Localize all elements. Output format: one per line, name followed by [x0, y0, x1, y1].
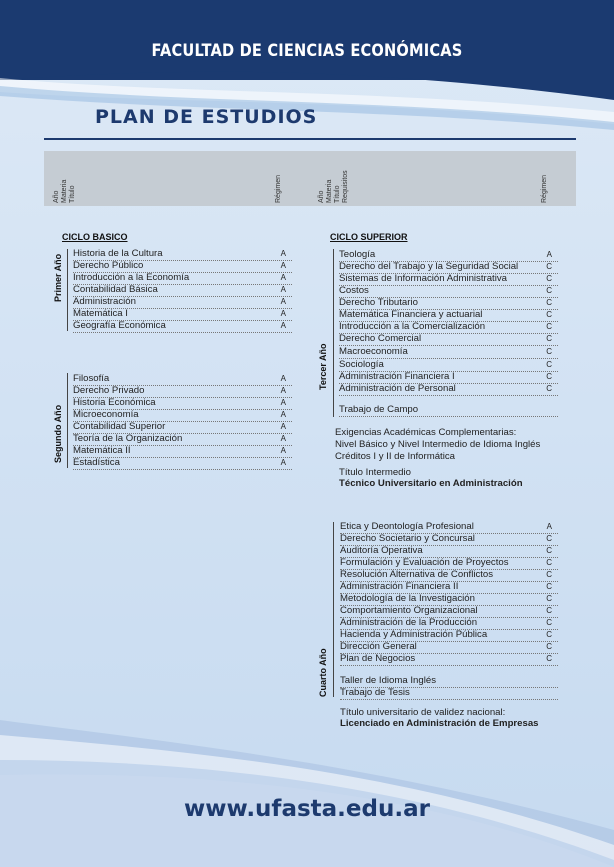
header-right-regimen: Régimen	[541, 174, 548, 203]
materia: Macroeconomía	[339, 346, 408, 357]
materia: Sistemas de Información Administrativa	[339, 273, 507, 284]
regimen: C	[546, 594, 552, 603]
header-left-regimen: Régimen	[275, 174, 282, 203]
materia: Microeconomía	[73, 409, 139, 420]
header-right-materia: Materia	[326, 179, 333, 203]
regimen: C	[546, 582, 552, 591]
materia: Derecho Público	[73, 260, 144, 271]
regimen: A	[280, 458, 286, 467]
header-left-titulo: Título	[69, 185, 76, 203]
regimen: A	[280, 309, 286, 318]
materia: Teoría de la Organización	[73, 433, 183, 444]
trabajo-de-campo: Trabajo de Campo	[339, 404, 419, 415]
materia: Resolución Alternativa de Conflictos	[340, 569, 494, 580]
materia: Costos	[339, 285, 369, 296]
titulo-final-value: Licenciado en Administración de Empresas	[340, 718, 539, 729]
table-row	[339, 404, 558, 417]
regimen: C	[546, 360, 552, 369]
table-header-bar	[44, 151, 576, 206]
regimen: C	[546, 298, 552, 307]
titulo-intermedio-value: Técnico Universitario en Administración	[339, 478, 523, 489]
materia: Matemática II	[73, 445, 131, 456]
website-url: www.ufasta.edu.ar	[184, 796, 430, 822]
materia: Introducción a la Economía	[73, 272, 190, 283]
regimen: A	[280, 446, 286, 455]
table-row	[340, 687, 558, 700]
table-row	[73, 320, 292, 333]
regimen: C	[546, 286, 552, 295]
materia: Auditoría Operativa	[340, 545, 423, 556]
materia: Matemática Financiera y actuarial	[339, 309, 483, 320]
regimen: A	[280, 422, 286, 431]
table-row	[339, 383, 558, 396]
materia: Administración de Personal	[339, 383, 456, 394]
regimen: C	[546, 334, 552, 343]
materia: Historia de la Cultura	[73, 248, 163, 259]
regimen: A	[280, 321, 286, 330]
titulo-intermedio-label: Título Intermedio	[339, 467, 411, 478]
materia: Derecho del Trabajo y la Seguridad Social	[339, 261, 519, 272]
materia: Filosofía	[73, 373, 110, 384]
cuarto-anio-label: Cuarto Año	[318, 648, 328, 697]
regimen: C	[546, 654, 552, 663]
trabajo-de-tesis: Trabajo de Tesis	[340, 687, 410, 698]
regimen: A	[546, 250, 552, 259]
exigencias-line2: Nivel Básico y Nivel Intermedio de Idioma Inglés	[335, 439, 541, 450]
materia: Etica y Deontología Profesional	[340, 521, 474, 532]
regimen: C	[546, 322, 552, 331]
primer-anio-label: Primer Año	[53, 253, 63, 302]
regimen: A	[280, 386, 286, 395]
tercer-anio-bar	[333, 249, 334, 417]
header-right-titulo: Título	[334, 185, 341, 203]
materia: Historia Económica	[73, 397, 156, 408]
regimen: C	[546, 642, 552, 651]
regimen: A	[280, 434, 286, 443]
materia: Derecho Tributario	[339, 297, 418, 308]
materia: Administración de la Producción	[340, 617, 478, 628]
header-right-anio: Año	[318, 190, 325, 203]
materia: Dirección General	[340, 641, 417, 652]
regimen: C	[546, 546, 552, 555]
regimen: A	[280, 261, 286, 270]
regimen: C	[546, 372, 552, 381]
header-left-materia: Materia	[61, 179, 68, 203]
table-row	[339, 333, 558, 346]
regimen: C	[546, 534, 552, 543]
regimen: C	[546, 630, 552, 639]
faculty-title: FACULTAD DE CIENCIAS ECONÓMICAS	[151, 41, 463, 61]
exigencias-line1: Exigencias Académicas Complementarias:	[335, 427, 517, 438]
regimen: C	[546, 606, 552, 615]
regimen: C	[546, 347, 552, 356]
segundo-anio-label: Segundo Año	[53, 404, 63, 463]
materia: Plan de Negocios	[340, 653, 416, 664]
materia: Estadística	[73, 457, 120, 468]
table-row	[73, 457, 292, 470]
header-right-requisitos: Requisitos	[342, 170, 349, 203]
title-rule	[44, 138, 576, 140]
table-row	[340, 653, 558, 666]
regimen: A	[280, 273, 286, 282]
materia: Geografía Económica	[73, 320, 166, 331]
materia: Comportamiento Organizacional	[340, 605, 478, 616]
segundo-anio-bar	[67, 373, 68, 468]
materia: Administración	[73, 296, 136, 307]
regimen: C	[546, 384, 552, 393]
regimen: A	[280, 249, 286, 258]
cuarto-anio-bar	[333, 522, 334, 697]
exigencias-line3: Créditos I y II de Informática	[335, 451, 455, 462]
materia: Contabilidad Superior	[73, 421, 166, 432]
materia: Introducción a la Comercialización	[339, 321, 486, 332]
materia: Hacienda y Administración Pública	[340, 629, 488, 640]
materia: Administración Financiera II	[340, 581, 459, 592]
plan-title: PLAN DE ESTUDIOS	[95, 106, 318, 128]
regimen: C	[546, 618, 552, 627]
materia: Derecho Privado	[73, 385, 145, 396]
regimen: A	[280, 410, 286, 419]
regimen: A	[280, 285, 286, 294]
regimen: A	[546, 522, 552, 531]
tercer-anio-label: Tercer Año	[318, 343, 328, 390]
regimen: A	[280, 374, 286, 383]
materia: Formulación y Evaluación de Proyectos	[340, 557, 509, 568]
materia: Administración Financiera I	[339, 371, 455, 382]
table-row	[339, 346, 558, 359]
regimen: C	[546, 274, 552, 283]
titulo-final-label: Título universitario de validez nacional:	[340, 707, 506, 718]
regimen: C	[546, 558, 552, 567]
regimen: C	[546, 570, 552, 579]
regimen: A	[280, 297, 286, 306]
materia: Matemática I	[73, 308, 128, 319]
regimen: C	[546, 262, 552, 271]
regimen: A	[280, 398, 286, 407]
taller-ingles: Taller de Idioma Inglés	[340, 675, 436, 686]
materia: Derecho Comercial	[339, 333, 422, 344]
ciclo-basico-heading: CICLO BASICO	[62, 232, 128, 242]
regimen: C	[546, 310, 552, 319]
materia: Derecho Societario y Concursal	[340, 533, 475, 544]
materia: Metodología de la Investigación	[340, 593, 475, 604]
materia: Teología	[339, 249, 376, 260]
materia: Contabilidad Básica	[73, 284, 158, 295]
ciclo-superior-heading: CICLO SUPERIOR	[330, 232, 408, 242]
primer-anio-bar	[67, 249, 68, 331]
header-left-anio: Año	[53, 190, 60, 203]
materia: Sociología	[339, 359, 384, 370]
